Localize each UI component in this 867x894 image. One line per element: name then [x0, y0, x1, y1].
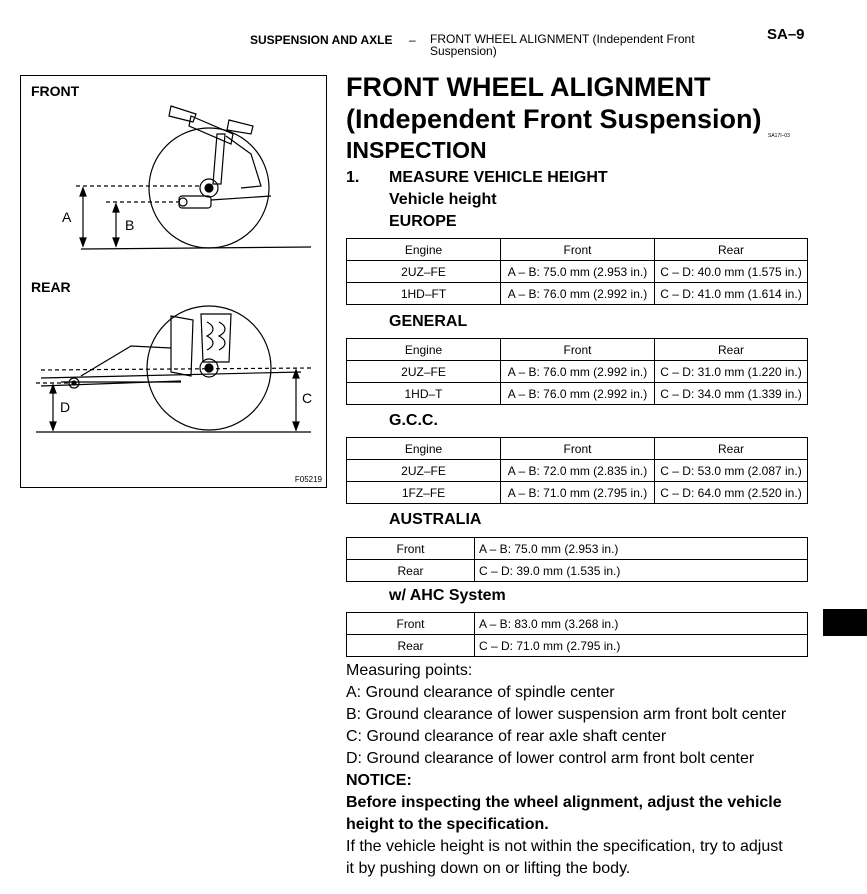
table-cell: C – D: 53.0 mm (2.087 in.): [655, 460, 808, 482]
measuring-points-intro: Measuring points:: [346, 662, 473, 679]
table-cell: C – D: 71.0 mm (2.795 in.): [475, 635, 808, 657]
table-row: [347, 383, 808, 405]
table-cell: 1HD–T: [347, 383, 501, 405]
table-cell: C – D: 31.0 mm (1.220 in.): [655, 361, 808, 383]
table-header-cell: Front: [501, 339, 655, 361]
table-header-row: [347, 239, 808, 261]
rear-label: REAR: [31, 279, 71, 295]
page-number: SA–9: [767, 26, 805, 43]
general-table: [346, 338, 808, 405]
table-header-row: [347, 438, 808, 460]
australia-table: [346, 537, 808, 582]
table-row: [347, 538, 808, 560]
table-row: [347, 482, 808, 504]
table-row: [347, 361, 808, 383]
title-line-1: FRONT WHEEL ALIGNMENT: [346, 72, 711, 102]
table-cell: A – B: 72.0 mm (2.835 in.): [501, 460, 655, 482]
table-cell: A – B: 75.0 mm (2.953 in.): [501, 261, 655, 283]
table-header-cell: Engine: [347, 239, 501, 261]
table-cell: C – D: 41.0 mm (1.614 in.): [655, 283, 808, 305]
dimension-c-label: C: [302, 390, 313, 406]
figure-code: F05219: [294, 475, 322, 484]
section-tab-marker: [823, 609, 867, 636]
table-cell: Front: [347, 538, 475, 560]
measuring-point-b: B: Ground clearance of lower suspension arm front bolt center: [346, 706, 787, 723]
table-cell: Front: [347, 613, 475, 635]
measuring-point-d: D: Ground clearance of lower control arm front bolt center: [346, 750, 755, 767]
step-title: MEASURE VEHICLE HEIGHT: [389, 169, 608, 186]
table-row: [347, 261, 808, 283]
ahc-heading: w/ AHC System: [389, 587, 506, 604]
header-section: SUSPENSION AND AXLE: [250, 33, 393, 47]
table-cell: A – B: 76.0 mm (2.992 in.): [501, 383, 655, 405]
title-code: SA17I–03: [768, 133, 790, 139]
ahc-table: [346, 612, 808, 657]
page-title: [346, 71, 761, 135]
notice-line-1: If the vehicle height is not within the specification, try to adjust: [346, 838, 783, 855]
table-row: [347, 613, 808, 635]
table-cell: C – D: 64.0 mm (2.520 in.): [655, 482, 808, 504]
notice-line-2: it by pushing down on or lifting the body.: [346, 860, 631, 877]
table-cell: C – D: 34.0 mm (1.339 in.): [655, 383, 808, 405]
table-cell: A – B: 76.0 mm (2.992 in.): [501, 283, 655, 305]
table-cell: C – D: 39.0 mm (1.535 in.): [475, 560, 808, 582]
australia-heading: AUSTRALIA: [389, 511, 482, 528]
dimension-b-label: B: [125, 217, 135, 233]
front-ground-line: [81, 247, 311, 249]
table-row: [347, 460, 808, 482]
dimension-a-label: A: [62, 209, 72, 225]
header-topic: FRONT WHEEL ALIGNMENT (Independent Front Suspension): [430, 32, 695, 58]
table-cell: 1FZ–FE: [347, 482, 501, 504]
table-row: [347, 560, 808, 582]
table-cell: Rear: [347, 560, 475, 582]
front-label: FRONT: [31, 83, 80, 99]
table-cell: C – D: 40.0 mm (1.575 in.): [655, 261, 808, 283]
table-header-cell: Engine: [347, 438, 501, 460]
table-header-cell: Rear: [655, 239, 808, 261]
vehicle-height-heading: Vehicle height: [389, 191, 497, 208]
table-row: [347, 635, 808, 657]
table-cell: A – B: 75.0 mm (2.953 in.): [475, 538, 808, 560]
step-number: 1.: [346, 169, 360, 186]
table-header-cell: Front: [501, 438, 655, 460]
table-header-cell: Rear: [655, 339, 808, 361]
table-header-cell: Rear: [655, 438, 808, 460]
europe-table: [346, 238, 808, 305]
table-cell: 2UZ–FE: [347, 361, 501, 383]
notice-label: NOTICE:: [346, 772, 412, 789]
title-line-2: (Independent Front Suspension): [346, 104, 762, 134]
table-row: [347, 283, 808, 305]
dimension-d-label: D: [60, 399, 71, 415]
table-cell: 2UZ–FE: [347, 460, 501, 482]
table-header-cell: Front: [501, 239, 655, 261]
europe-heading: EUROPE: [389, 213, 457, 230]
table-cell: Rear: [347, 635, 475, 657]
table-cell: A – B: 76.0 mm (2.992 in.): [501, 361, 655, 383]
gcc-table: [346, 437, 808, 504]
notice-bold-line-1: Before inspecting the wheel alignment, adjust the vehicle: [346, 794, 782, 811]
header-dash: –: [409, 33, 416, 47]
gcc-heading: G.C.C.: [389, 412, 438, 429]
general-heading: GENERAL: [389, 313, 468, 330]
table-header-row: [347, 339, 808, 361]
measuring-point-a: A: Ground clearance of spindle center: [346, 684, 615, 701]
vehicle-height-figure: [20, 75, 327, 488]
table-header-cell: Engine: [347, 339, 501, 361]
measuring-point-c: C: Ground clearance of rear axle shaft center: [346, 728, 667, 745]
table-cell: A – B: 83.0 mm (3.268 in.): [475, 613, 808, 635]
table-cell: 1HD–FT: [347, 283, 501, 305]
table-cell: A – B: 71.0 mm (2.795 in.): [501, 482, 655, 504]
section-subtitle: INSPECTION: [346, 137, 487, 163]
notice-bold-line-2: height to the specification.: [346, 816, 549, 833]
table-cell: 2UZ–FE: [347, 261, 501, 283]
